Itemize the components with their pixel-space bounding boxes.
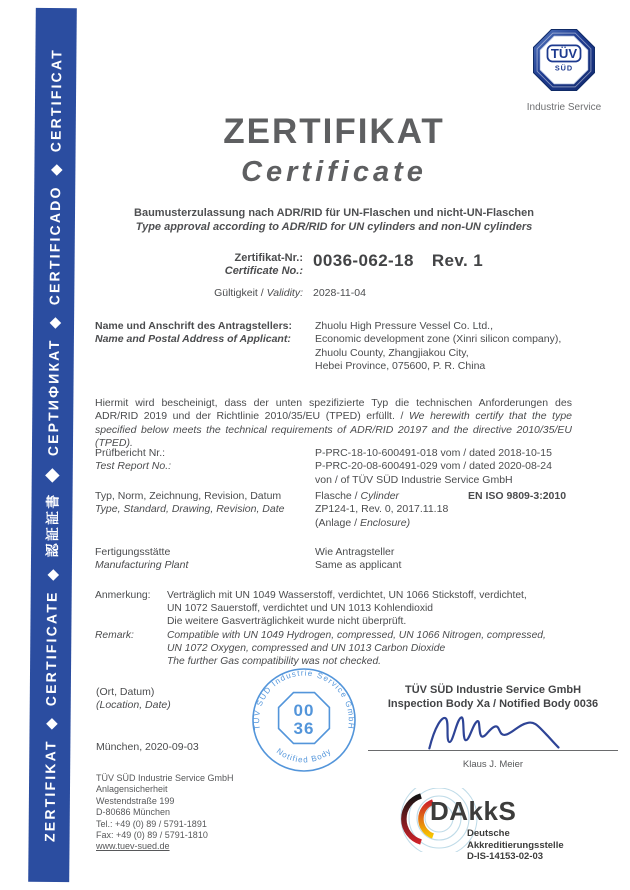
subtitle-en: Type approval according to ADR/RID for UN cylinders and non-UN cylinders bbox=[135, 221, 533, 233]
certificate-number-label-de: Zertifikat-Nr.: bbox=[234, 252, 303, 264]
test-report-row bbox=[95, 447, 575, 487]
test-report-label-en: Test Report No.: bbox=[95, 460, 172, 473]
address-line: Anlagensicherheit bbox=[96, 784, 168, 795]
test-report-label-de: Prüfbericht Nr.: bbox=[95, 447, 166, 459]
type-line-3-en: Enclosure) bbox=[359, 516, 411, 529]
remark-label-en: Remark: bbox=[95, 629, 134, 641]
applicant-line: Zhuolu County, Zhangjiakou City, bbox=[315, 346, 469, 359]
certification-statement bbox=[95, 397, 572, 451]
certificate-number: 0036-062-18 bbox=[313, 251, 414, 270]
stamp-ring-bottom-text: Notified Body bbox=[274, 746, 334, 765]
address-line: Tel.: +49 (0) 89 / 5791-1891 bbox=[96, 818, 207, 829]
type-line-2: ZP124-1, Rev. 0, 2017.11.18 bbox=[315, 503, 449, 516]
address-line: Westendstraße 199 bbox=[96, 795, 175, 806]
plant-value-en: Same as applicant bbox=[315, 559, 402, 572]
subtitle-block bbox=[80, 206, 588, 234]
type-label bbox=[95, 490, 315, 530]
certificate-ribbon-text: ZERTIFIKAT ◆ CERTIFICATE ◆ 認証証書 ◆ СЕРТИФИКАТ ◆ CERTIFICADO ◆ CERTIFICAT bbox=[41, 48, 64, 842]
location-date-label bbox=[96, 686, 171, 712]
plant-row bbox=[95, 546, 575, 573]
inspection-org: TÜV SÜD Industrie Service GmbH bbox=[404, 684, 582, 696]
inspection-role: Inspection Body Xa / Notified Body 0036 bbox=[387, 697, 599, 710]
page-title-de: ZERTIFIKAT bbox=[223, 112, 445, 151]
remark-de-line: UN 1072 Sauerstoff, verdichtet und UN 1013 Kohlendioxid bbox=[167, 603, 433, 615]
plant-value-de: Wie Antragsteller bbox=[315, 546, 395, 558]
dakks-info bbox=[467, 828, 564, 863]
certificate-ribbon bbox=[28, 8, 77, 882]
issuer-address-block bbox=[96, 773, 234, 853]
stamp-number-bottom: 36 bbox=[293, 719, 315, 738]
subtitle-de: Baumusterzulassung nach ADR/RID für UN-Flaschen und nicht-UN-Flaschen bbox=[134, 207, 534, 219]
remark-en-line: The further Gas compatibility was not checked. bbox=[167, 656, 382, 668]
notified-body-stamp bbox=[248, 664, 360, 776]
tuv-sud-octagon-icon bbox=[530, 26, 598, 94]
applicant-line: Hebei Province, 075600, P. R. China bbox=[315, 359, 486, 372]
inspection-body-block bbox=[368, 684, 618, 770]
dakks-wordmark: DAkkS bbox=[430, 796, 517, 826]
remark-de-text bbox=[167, 589, 527, 629]
plant-label-de: Fertigungsstätte bbox=[95, 546, 171, 558]
type-label-en: Type, Standard, Drawing, Revision, Date bbox=[95, 503, 285, 516]
remark-de-line: Verträglich mit UN 1049 Wasserstoff, verdichtet, UN 1066 Stickstoff, verdichtet, bbox=[167, 590, 527, 601]
remark-de-line: Die weitere Gasverträglichkeit wurde nicht überprüft. bbox=[167, 616, 407, 628]
statement-en: We herewith certify that the type specified below meets the technical requirements of ADR/RID 20197 and the directive 2010/35/EU (TPED). bbox=[95, 410, 573, 449]
signature-line bbox=[368, 750, 618, 751]
type-line-3-de: (Anlage / bbox=[315, 516, 360, 529]
certificate-number-label bbox=[95, 252, 303, 278]
sud-text: SÜD bbox=[554, 63, 574, 73]
remark-de-row bbox=[95, 589, 587, 629]
applicant-label-en: Name and Postal Address of Applicant: bbox=[95, 333, 291, 346]
stamp-number-top: 00 bbox=[293, 701, 315, 720]
applicant-address bbox=[315, 320, 575, 373]
certificate-revision: Rev. 1 bbox=[431, 251, 484, 270]
signature-stroke bbox=[429, 717, 558, 748]
dakks-line: D-IS-14153-02-03 bbox=[467, 851, 544, 863]
type-label-de: Typ, Norm, Zeichnung, Revision, Datum bbox=[95, 490, 282, 502]
signature-icon bbox=[413, 712, 573, 752]
remark-en-text bbox=[167, 629, 546, 669]
remark-label-de: Anmerkung: bbox=[95, 590, 151, 601]
remark-block bbox=[95, 589, 587, 668]
validity-value: 2028-11-04 bbox=[313, 287, 366, 299]
validity-label-de: Gültigkeit / bbox=[214, 287, 267, 299]
website-link[interactable]: www.tuev-sued.de bbox=[96, 841, 170, 852]
applicant-row bbox=[95, 320, 575, 373]
applicant-label-de: Name und Anschrift des Antragstellers: bbox=[95, 320, 293, 332]
test-report-line: von / of TÜV SÜD Industrie Service GmbH bbox=[315, 473, 513, 486]
location-label-de: (Ort, Datum) bbox=[96, 686, 155, 698]
dakks-accreditation bbox=[393, 788, 608, 880]
type-line-1-en: Cylinder bbox=[360, 490, 400, 502]
certificate-number-value bbox=[313, 252, 575, 278]
test-report-label bbox=[95, 447, 315, 487]
test-report-value bbox=[315, 447, 575, 487]
remark-en-line: Compatible with UN 1049 Hydrogen, compressed, UN 1066 Nitrogen, compressed, bbox=[167, 629, 546, 641]
type-line-3 bbox=[315, 517, 575, 530]
applicant-line: Zhuolu High Pressure Vessel Co. Ltd., bbox=[315, 320, 494, 332]
tuv-sud-logo bbox=[512, 26, 616, 113]
plant-value bbox=[315, 546, 575, 573]
signer-name: Klaus J. Meier bbox=[462, 759, 524, 770]
tuv-text: TÜV bbox=[550, 46, 578, 62]
validity-label-en: Validity: bbox=[266, 287, 303, 299]
remark-en-row bbox=[95, 629, 587, 669]
certificate-number-label-en: Certificate No.: bbox=[224, 265, 303, 277]
validity-row bbox=[95, 287, 575, 300]
certificate-number-row bbox=[95, 252, 575, 278]
statement-de: Hiermit wird bescheinigt, dass der unten spezifizierte Typ die technischen Anforderungen des ADR/RID 2019 und der Richtlinie 2010/35/EU (TPED) erfüllt. / bbox=[95, 396, 572, 422]
remark-en-line: UN 1072 Oxygen, compressed and UN 1013 Carbon Dioxide bbox=[167, 642, 446, 654]
type-line-1-de: Flasche / bbox=[315, 490, 361, 502]
applicant-label bbox=[95, 320, 315, 373]
plant-label bbox=[95, 546, 315, 573]
test-report-line: P-PRC-20-08-600491-029 vom / dated 2020-08-24 bbox=[315, 460, 552, 473]
address-line: TÜV SÜD Industrie Service GmbH bbox=[96, 773, 234, 783]
validity-label bbox=[95, 287, 303, 300]
dakks-line: Akkreditierungsstelle bbox=[467, 839, 564, 851]
logo-caption: Industrie Service bbox=[526, 102, 602, 113]
stamp-ring-top-text: TÜV SÜD Industrie Service GmbH bbox=[252, 668, 356, 731]
standard-reference: EN ISO 9809-3:2010 bbox=[468, 490, 567, 502]
page-title-en: Certificate bbox=[241, 156, 427, 188]
location-date-value: München, 2020-09-03 bbox=[96, 741, 199, 753]
location-label-en: (Location, Date) bbox=[96, 699, 171, 712]
title-block bbox=[95, 112, 573, 189]
dakks-line: Deutsche bbox=[467, 828, 510, 839]
test-report-line: P-PRC-18-10-600491-018 vom / dated 2018-10-15 bbox=[315, 447, 552, 459]
address-line: Fax: +49 (0) 89 / 5791-1810 bbox=[96, 830, 208, 841]
address-line: D-80686 München bbox=[96, 807, 171, 818]
applicant-line: Economic development zone (Xinri silicon company), bbox=[315, 333, 562, 346]
plant-label-en: Manufacturing Plant bbox=[95, 559, 189, 572]
